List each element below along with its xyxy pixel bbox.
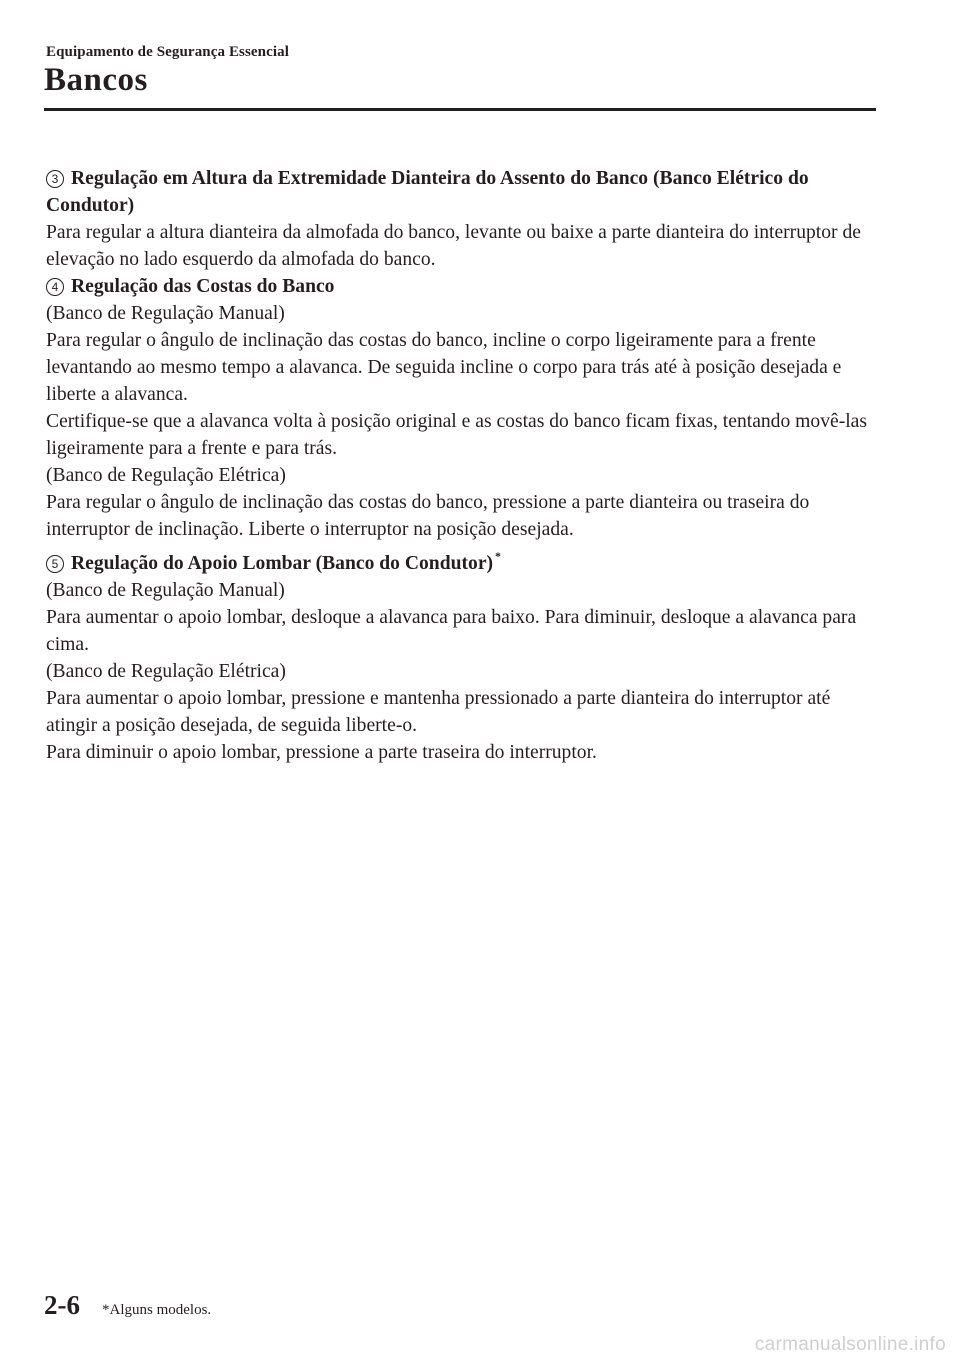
paragraph: (Banco de Regulação Manual) <box>46 303 285 324</box>
chapter-header: Equipamento de Segurança Essencial <box>46 44 290 60</box>
circled-number-5-icon: 5 <box>46 555 64 573</box>
title-rule <box>44 108 876 111</box>
paragraph: (Banco de Regulação Elétrica) <box>46 661 286 682</box>
footnote: *Alguns modelos. <box>102 1302 212 1318</box>
page-title: Bancos <box>44 62 148 98</box>
section-heading-3 <box>46 165 876 219</box>
content <box>46 165 876 766</box>
section-heading-text: Regulação do Apoio Lombar (Banco do Condutor) <box>71 553 494 574</box>
section-heading-5 <box>46 543 876 577</box>
paragraph: Para aumentar o apoio lombar, desloque a alavanca para baixo. Para diminuir, desloque a alavanca para cima. <box>46 607 857 655</box>
paragraph: (Banco de Regulação Elétrica) <box>46 465 286 486</box>
paragraph: (Banco de Regulação Manual) <box>46 580 285 601</box>
circled-number-4-icon: 4 <box>46 278 64 296</box>
paragraph: Para regular a altura dianteira da almofada do banco, levante ou baixe a parte dianteira do interruptor de elevação no lado esquerdo da almofada do banco. <box>46 222 861 270</box>
paragraph: Certifique-se que a alavanca volta à posição original e as costas do banco ficam fixas, tentando movê-las ligeiramente para a frente e para trás. <box>46 411 867 459</box>
paragraph: Para regular o ângulo de inclinação das costas do banco, pressione a parte dianteira ou traseira do interruptor de inclinação. Liberte o interruptor na posição desejada. <box>46 492 810 540</box>
asterisk-marker: * <box>495 549 502 563</box>
paragraph: Para aumentar o apoio lombar, pressione e mantenha pressionado a parte dianteira do interruptor até atingir a posição desejada, de seguida liberte-o. <box>46 688 831 736</box>
paragraph: Para diminuir o apoio lombar, pressione a parte traseira do interruptor. <box>46 742 597 763</box>
section-heading-text: Regulação das Costas do Banco <box>71 276 335 297</box>
paragraph: Para regular o ângulo de inclinação das costas do banco, incline o corpo ligeiramente para a frente levantando ao mesmo tempo a alavanca. De seguida incline o corpo para trás até à posição desejada e liberte a alavanca. <box>46 330 842 405</box>
watermark: carmanualsonline.info <box>754 1334 946 1355</box>
section-heading-text: Regulação em Altura da Extremidade Dianteira do Assento do Banco (Banco Elétrico do Condutor) <box>46 168 809 216</box>
page-number: 2-6 <box>44 1290 80 1320</box>
section-heading-4 <box>46 273 876 300</box>
circled-number-3-icon: 3 <box>46 170 64 188</box>
